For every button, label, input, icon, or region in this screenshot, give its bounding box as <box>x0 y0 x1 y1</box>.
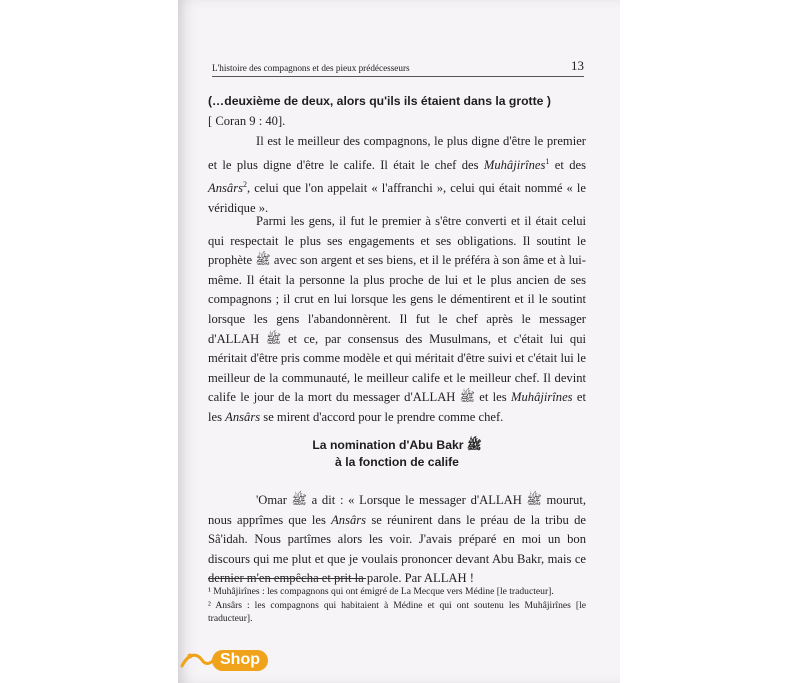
paragraph-1 <box>208 132 586 219</box>
p3-text-b: se réunirent dans le préau de la tribu de Sâ'idah. Nous partîmes alors les voir. J'avais préparé en moi un bon discours qui me plut et que je voulais prononcer devant Abu Bakr, mais ce dernier m'en empêcha et prit la parole. Par ALLAH ! <box>208 512 586 586</box>
p2-text-c: se mirent d'accord pour le prendre comme chef. <box>260 409 504 424</box>
p1-text-b: et des <box>549 157 586 172</box>
p3-text-a: 'Omar ﷺ a dit : « Lorsque le messager d'ALLAH ﷺ mourut, nous apprîmes que les <box>208 493 587 527</box>
page-number: 13 <box>571 58 584 73</box>
section-heading-line-2: à la fonction de calife <box>335 455 459 469</box>
p2-text-a: Parmi les gens, il fut le premier à s'être converti et il était celui qui respectait le plus ses engagements et ses obligations. Il soutint le prophète ﷺ avec son argent et ses biens, et il le préféra à son âme et à lui-même. Il était la personne la plus proche de lui et le plus ancien de ses compagnons ; il crut en lui lorsque les gens le démentirent et il le soutint lorsque les gens l'abandonnèrent. Il fut le chef après le messager d'ALLAH ﷺ et ce, par consensus des Musulmans, et c'était lui qui méritait d'être pris comme modèle et qui méritait d'être suivi et c'était lui le meilleur de la communauté, le meilleur calife et le meilleur chef. Il devint calife le jour de la mort du messager d'ALLAH ﷺ et les <box>208 214 587 405</box>
section-heading-line-1: La nomination d'Abu Bakr ﷺ <box>312 438 482 452</box>
footnote-divider <box>208 578 366 579</box>
paragraph-2 <box>208 212 586 428</box>
p1-text-c: , celui que l'on appelait « l'affranchi », celui qui était nommé « le véridique ». <box>208 181 586 216</box>
quote-reference: [ Coran 9 : 40]. <box>208 113 286 128</box>
page-header <box>212 56 584 77</box>
p2-text-b: et les <box>208 390 586 424</box>
quote-text: (…deuxième de deux, alors qu'ils ils étaient dans la grotte ) <box>208 94 551 108</box>
running-title: L'histoire des compagnons et des pieux prédécesseurs <box>212 63 410 73</box>
footnote-2: ² Ansârs : les compagnons qui habitaient à Médine et qui ont soutenu les Muhâjirînes [le traducteur]. <box>208 600 586 625</box>
section-heading <box>208 437 586 471</box>
p1-ansars: Ansârs <box>208 181 243 196</box>
footnotes <box>208 585 586 627</box>
p1-text-a: Il est le meilleur des compagnons, le plus digne d'être le premier et le plus digne d'être le calife. Il était le chef des <box>208 134 586 172</box>
p3-ansars: Ansârs <box>331 512 367 527</box>
paragraph-3 <box>208 491 586 589</box>
footnote-ref-1: 1 <box>545 156 550 166</box>
quran-quote <box>208 92 586 131</box>
footnote-ref-2: 2 <box>243 180 247 190</box>
footnote-1: ¹ Muhâjirînes : les compagnons qui ont émigré de La Mecque vers Médine [le traducteur]. <box>208 586 554 597</box>
p1-muhajirines: Muhâjirînes <box>483 157 546 172</box>
shop-logo[interactable]: Shop <box>212 650 268 671</box>
p2-ansars: Ansârs <box>225 409 261 424</box>
p2-muhajirines: Muhâjirînes <box>511 390 573 405</box>
